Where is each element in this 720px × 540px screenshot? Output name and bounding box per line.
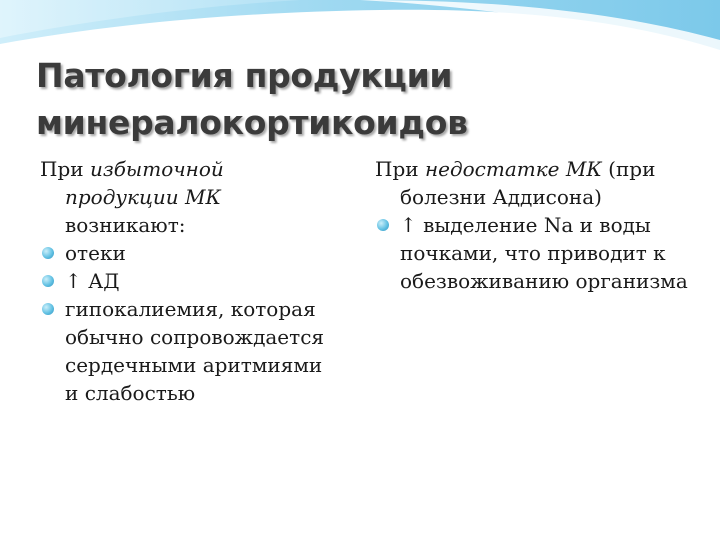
right-intro	[375, 155, 670, 211]
list-item	[40, 295, 325, 407]
left-bullet-list	[40, 239, 360, 407]
title-line-2: минералокортикоидов	[36, 103, 468, 142]
list-item	[40, 239, 360, 267]
bullet-icon	[377, 219, 389, 231]
list-item	[40, 267, 360, 295]
slide-title	[36, 52, 676, 146]
right-bullet-list	[375, 211, 695, 295]
list-item-text: гипокалиемия, которая обычно сопровождается сердечными аритмиями и слабостью	[65, 297, 325, 405]
bullet-icon	[42, 275, 54, 287]
list-item-text: ↑ АД	[65, 269, 120, 293]
left-intro	[40, 155, 360, 239]
left-intro-emphasis-1: избыточной	[89, 157, 224, 181]
left-intro-emphasis-2: продукции МК	[65, 185, 221, 209]
bullet-icon	[42, 303, 54, 315]
right-intro-prefix: При	[375, 157, 425, 181]
list-item-text: отеки	[65, 241, 126, 265]
list-item-text: ↑ выделение Na и воды почками, что приводит к обезвоживанию организма	[400, 213, 688, 293]
right-intro-emphasis: недостатке МК	[424, 157, 602, 181]
right-column	[375, 155, 695, 295]
left-intro-prefix: При	[40, 157, 90, 181]
bullet-icon	[42, 247, 54, 259]
title-line-1: Патология продукции	[36, 56, 453, 95]
right-intro-suffix: (при болезни Аддисона)	[400, 157, 656, 209]
list-item	[375, 211, 695, 295]
left-intro-suffix: возникают:	[65, 213, 186, 237]
left-column	[40, 155, 360, 407]
